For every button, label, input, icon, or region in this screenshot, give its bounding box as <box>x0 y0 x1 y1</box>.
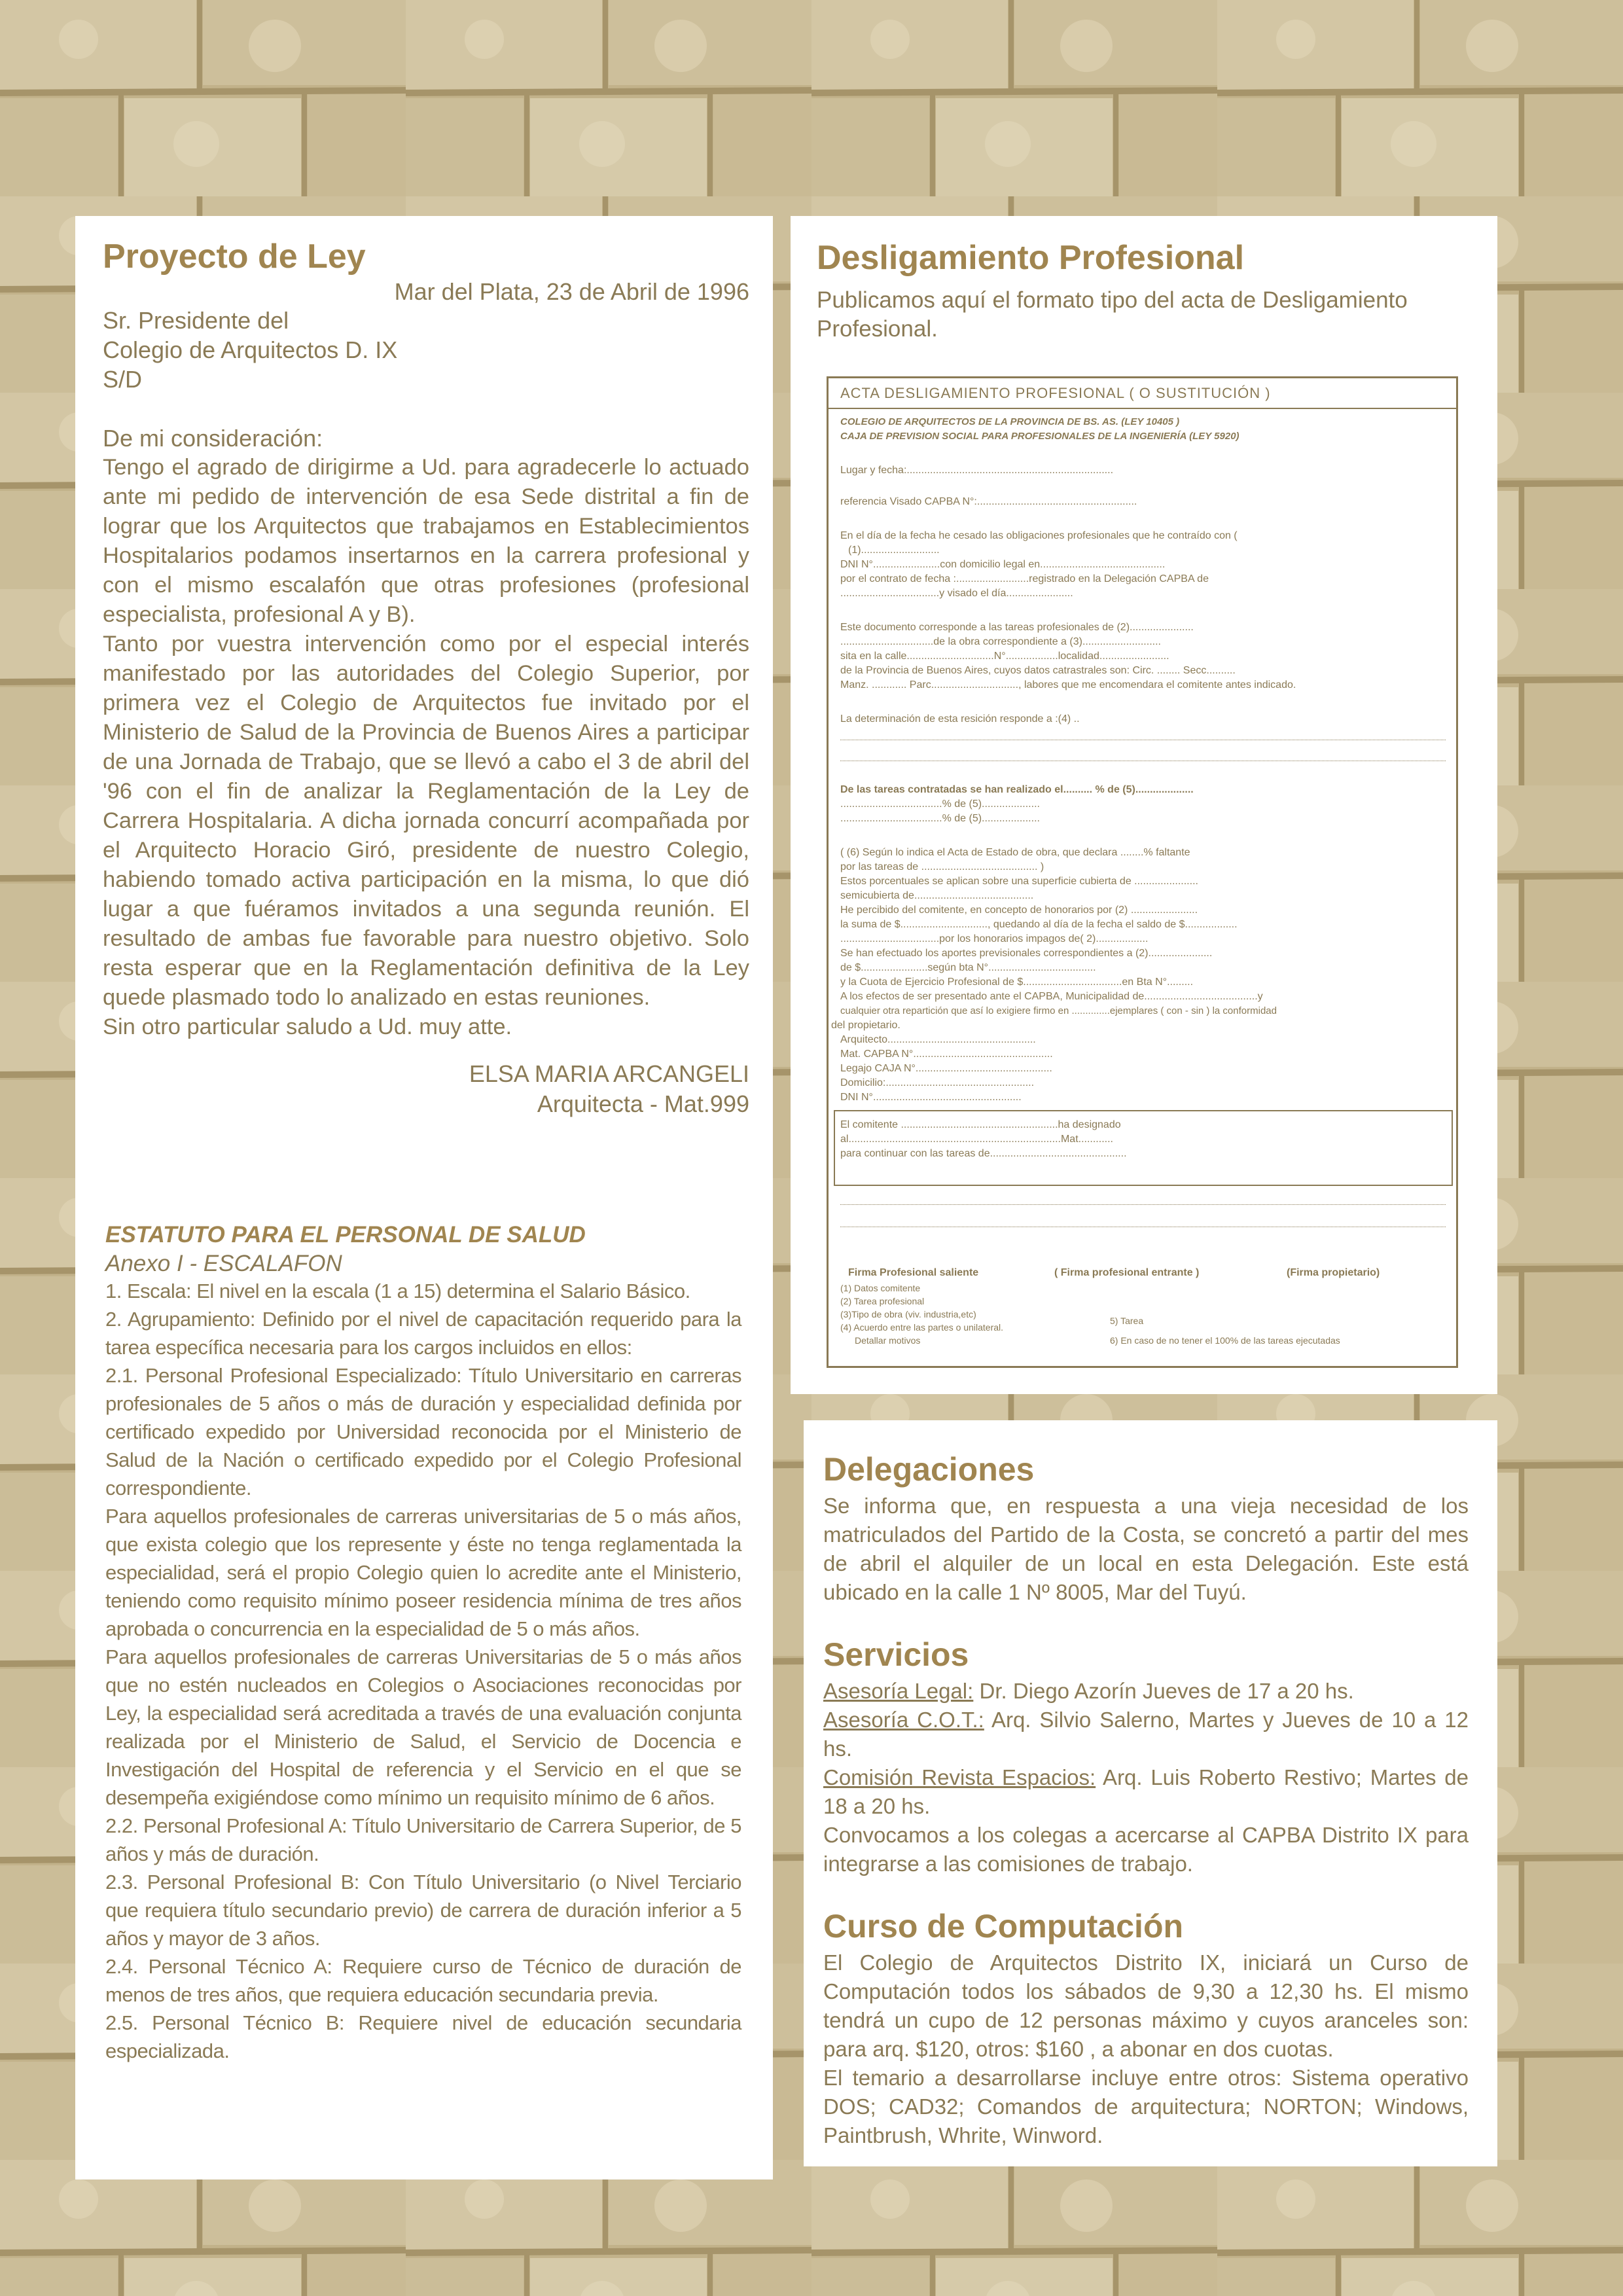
form-line: de la Provincia de Buenos Aires, cuyos datos catrastrales son: Circ. ........ Secc.......... <box>840 665 1236 676</box>
paragraph: Para aquellos profesionales de carreras universitarias de 5 o más años, que exista colegio que los represente y éste no tenga reglamentada la especialidad, será el propio Colegio quien lo acredite ante el Ministerio, teniendo como requisito mínimo poseer residencia mínima de tres años aprobada o concurrencia en la especialidad de 5 o más años. <box>105 1504 741 1640</box>
form-line: El comitente ......................................................ha designado <box>840 1119 1121 1130</box>
form-line: y la Cuota de Ejercicio Profesional de $..................................en Bta N°......... <box>840 977 1194 988</box>
curso-body <box>823 1948 1469 2150</box>
form-line: Manz. ............ Parc.............................., labores que me encomendara el comitente antes indicado. <box>840 679 1296 691</box>
form-rule <box>840 1204 1446 1205</box>
proyecto-greeting: De mi consideración: <box>103 425 323 452</box>
form-line: Arquitecto................................................... <box>840 1034 1036 1045</box>
footnote: 5) Tarea <box>1110 1316 1144 1326</box>
curso-title: Curso de Computación <box>823 1908 1184 1945</box>
paragraph: 2.2. Personal Profesional A: Título Universitario de Carrera Superior, de 5 años y más de duración. <box>105 1814 741 1865</box>
signature-entrante: ( Firma profesional entrante ) <box>1054 1267 1200 1278</box>
paragraph: 2.5. Personal Técnico B: Requiere nivel de educación secundaria especializada. <box>105 2011 741 2062</box>
footnote: Detallar motivos <box>855 1335 921 1346</box>
paragraph: 2.3. Personal Profesional B: Con Título Universitario (o Nivel Terciario que requiera título secundario previo) de carrera de duración inferior a 5 años y mayor de 3 años. <box>105 1870 741 1950</box>
servicio-text: Dr. Diego Azorín Jueves de 17 a 20 hs. <box>973 1679 1354 1703</box>
form-line: Legajo CAJA N°............................................... <box>840 1063 1052 1074</box>
signature-name: ELSA MARIA ARCANGELI <box>469 1060 749 1088</box>
form-line: ...................................% de (5).................... <box>840 813 1040 824</box>
form-line: ( (6) Según lo indica el Acta de Estado de obra, que declara ........% faltante <box>840 847 1190 858</box>
form-line: ..................................por los honorarios impagos de( 2).................. <box>840 933 1149 944</box>
address-line: Colegio de Arquitectos D. IX <box>103 336 398 364</box>
acta-form <box>827 376 1458 1368</box>
signature-propietario: (Firma propietario) <box>1287 1267 1380 1278</box>
servicios-title: Servicios <box>823 1636 969 1673</box>
delegaciones-title: Delegaciones <box>823 1451 1035 1488</box>
estatuto-subtitle: Anexo I - ESCALAFON <box>105 1250 342 1276</box>
desligamiento-title: Desligamiento Profesional <box>817 239 1245 277</box>
servicio-text: Arq. Luis Roberto Restivo; Martes de 18 a 20 hs. <box>823 1765 1469 1818</box>
servicios-closing: Convocamos a los colegas a acercarse al CAPBA Distrito IX para integrarse a las comisiones de trabajo. <box>823 1823 1469 1876</box>
form-divider <box>829 408 1456 409</box>
servicio-item <box>823 1677 1469 1706</box>
form-line: DNI N°................................................... <box>840 1092 1022 1103</box>
form-org: COLEGIO DE ARQUITECTOS DE LA PROVINCIA DE BS. AS. (LEY 10405 ) <box>840 416 1180 427</box>
proyecto-address <box>103 306 749 394</box>
form-line: Estos porcentuales se aplican sobre una superficie cubierta de ...................... <box>840 876 1198 887</box>
footnote: (4) Acuerdo entre las partes o unilateral. <box>840 1322 1004 1333</box>
form-line: sita en la calle..............................N°..................localidad........................ <box>840 651 1169 662</box>
form-line: La determinación de esta resición responde a :(4) .. <box>840 713 1080 725</box>
form-line: Este documento corresponde a las tareas profesionales de (2)...................... <box>840 622 1194 633</box>
form-line: (1)........................... <box>848 545 940 556</box>
address-line: S/D <box>103 366 143 393</box>
servicio-item <box>823 1763 1469 1821</box>
delegaciones-text: Se informa que, en respuesta a una vieja necesidad de los matriculados del Partido de la Costa, se concretó a partir del mes de abril el alquiler de un local en esta Delegación. Este está ubicado en la calle 1 Nº 8005, Mar del Tuyú. <box>823 1494 1469 1604</box>
form-line: para continuar con las tareas de............................................... <box>840 1148 1127 1159</box>
paragraph: 2. Agrupamiento: Definido por el nivel de capacitación requerido para la tarea específica necesaria para los cargos incluidos en ellos: <box>105 1307 741 1359</box>
paragraph: 2.4. Personal Técnico A: Requiere curso de Técnico de duración de menos de tres años, que requiera educación secundaria previa. <box>105 1954 741 2006</box>
servicios-list <box>823 1677 1469 1878</box>
proyecto-body <box>103 453 749 1042</box>
form-line: semicubierta de......................................... <box>840 890 1034 901</box>
form-line: del propietario. <box>831 1020 901 1031</box>
form-org: CAJA DE PREVISION SOCIAL PARA PROFESIONALES DE LA INGENIERÍA (LEY 5920) <box>840 431 1240 442</box>
news-panel <box>804 1420 1497 2166</box>
proyecto-title: Proyecto de Ley <box>103 238 366 276</box>
form-line: DNI N°.......................con domicilio legal en........................................... <box>840 559 1166 570</box>
paragraph: Sin otro particular saludo a Ud. muy atte. <box>103 1014 512 1040</box>
form-line: ..................................y visado el día....................... <box>840 588 1073 599</box>
form-line: He percibido del comitente, en concepto de honorarios por (2) ....................... <box>840 905 1198 916</box>
form-line: cualquier otra repartición que así lo exigiere firmo en ..............ejemplares ( con - sin ) la conformidad <box>840 1005 1277 1016</box>
estatuto-title: ESTATUTO PARA EL PERSONAL DE SALUD <box>105 1222 586 1247</box>
proyecto-date: Mar del Plata, 23 de Abril de 1996 <box>394 278 749 306</box>
form-line: referencia Visado CAPBA N°:....................................................... <box>840 496 1137 507</box>
servicio-label: Asesoría Legal: <box>823 1679 974 1703</box>
desligamiento-intro: Publicamos aquí el formato tipo del acta de Desligamiento Profesional. <box>817 287 1408 342</box>
paragraph: Tanto por vuestra intervención como por el especial interés manifestado por las autoridades del Colegio Superior, por primera vez el Colegio de Arquitectos fue invitado por el Ministerio de Salud de la Provincia de Buenos Aires a participar de una Jornada de Trabajo, que se llevó a cabo el 3 de abril del '96 con el fin de analizar la Reglamentación de la Ley de Carrera Hospitalaria. A dicha jornada concurrí acompañada por el Arquitecto Horacio Giró, presidente de nuestro Colegio, habiendo tomado activa participación en la misma, lo que dió lugar a que fuéramos invitados a una segunda reunión. El resultado de ambas fue favorable para nuestro objetivo. Solo resta esperar que en la Reglamentación definitiva de la Ley quede plasmado todo lo analizado en estas reuniones. <box>103 632 749 1011</box>
form-line: al.........................................................................Mat............ <box>840 1134 1113 1145</box>
paragraph: 1. Escala: El nivel en la escala (1 a 15) determina el Salario Básico. <box>105 1279 690 1302</box>
footnote: 6) En caso de no tener el 100% de las tareas ejecutadas <box>1110 1335 1340 1346</box>
signature-title: Arquitecta - Mat.999 <box>537 1090 749 1118</box>
form-line: En el día de la fecha he cesado las obligaciones profesionales que he contraído con ( <box>840 530 1238 541</box>
footnote: (1) Datos comitente <box>840 1283 921 1293</box>
paragraph: 2.1. Personal Profesional Especializado: Título Universitario en carreras profesionales de 5 años o más de duración y especialidad definida por certificado expedido por Universidad reconocida por el Ministerio de Salud de la Nación o certificado expedido por el Colegio Profesional correspondiente. <box>105 1363 741 1499</box>
form-line: ................................de la obra correspondiente a (3)........................... <box>840 636 1161 647</box>
form-line: de $.......................según bta N°..................................... <box>840 962 1096 973</box>
form-line: De las tareas contratadas se han realizado el.......... % de (5).................... <box>840 784 1194 795</box>
form-line: por las tareas de ........................................ ) <box>840 861 1044 872</box>
paragraph: El temario a desarrollarse incluye entre otros: Sistema operativo DOS; CAD32; Comandos de arquitectura; NORTON; Windows, Paintbrush, Whrite, Winword. <box>823 2066 1469 2147</box>
form-line: la suma de $.............................., quedando al día de la fecha el saldo de $.................. <box>840 919 1238 930</box>
form-header: ACTA DESLIGAMIENTO PROFESIONAL ( O SUSTITUCIÓN ) <box>840 385 1271 401</box>
servicio-label: Comisión Revista Espacios: <box>823 1765 1096 1789</box>
estatuto-body <box>105 1277 741 2065</box>
servicio-text: Arq. Silvio Salerno, Martes y Jueves de 10 a 12 hs. <box>823 1708 1469 1761</box>
paragraph: Para aquellos profesionales de carreras Universitarias de 5 o más años que no estén nucleados en Colegios o Asociaciones reconocidas por Ley, la especialidad será acreditada a través de una evaluación conjunta realizada por el Ministerio de Salud, el Servicio de Docencia e Investigación del Hospital de referencia y el Servicio en el que se desempeña exigiéndose como mínimo un requisito mínimo de 6 años. <box>105 1645 741 1809</box>
form-line: ...................................% de (5).................... <box>840 798 1040 810</box>
paragraph: El Colegio de Arquitectos Distrito IX, iniciará un Curso de Computación todos los sábados de 9,30 a 12,30 hs. El mismo tendrá un cupo de 12 personas máximo y cuyos aranceles son: para arq. $120, otros: $160 , a abonar en dos cuotas. <box>823 1950 1469 2061</box>
footnote: (2) Tarea profesional <box>840 1296 925 1306</box>
form-line: Mat. CAPBA N°................................................ <box>840 1049 1053 1060</box>
form-line: Lugar y fecha:....................................................................... <box>840 465 1114 476</box>
paragraph: Tengo el agrado de dirigirme a Ud. para agradecerle lo actuado ante mi pedido de intervención de esa Sede distrital a fin de lograr que los Arquitectos que trabajamos en Establecimientos Hospitalarios podamos insertarnos en la carrera profesional y con el mismo escalafón que otras profesiones (profesional especialista, profesional A y B). <box>103 455 749 628</box>
form-line: A los efectos de ser presentado ante el CAPBA, Municipalidad de.......................................y <box>840 991 1263 1002</box>
servicio-label: Asesoría C.O.T.: <box>823 1708 984 1732</box>
form-line: Domicilio:................................................... <box>840 1077 1035 1088</box>
footnote: (3)Tipo de obra (viv. industria,etc) <box>840 1309 976 1319</box>
form-line: Se han efectuado los aportes previsionales correspondientes a (2)...................... <box>840 948 1213 959</box>
form-line: por el contrato de fecha :.........................registrado en la Delegación CAPBA de <box>840 573 1209 584</box>
signature-saliente: Firma Profesional saliente <box>848 1267 979 1278</box>
proyecto-panel <box>75 216 773 1198</box>
servicio-item <box>823 1706 1469 1763</box>
address-line: Sr. Presidente del <box>103 307 289 334</box>
desligamiento-panel <box>791 216 1497 1394</box>
estatuto-panel <box>75 1198 773 2179</box>
